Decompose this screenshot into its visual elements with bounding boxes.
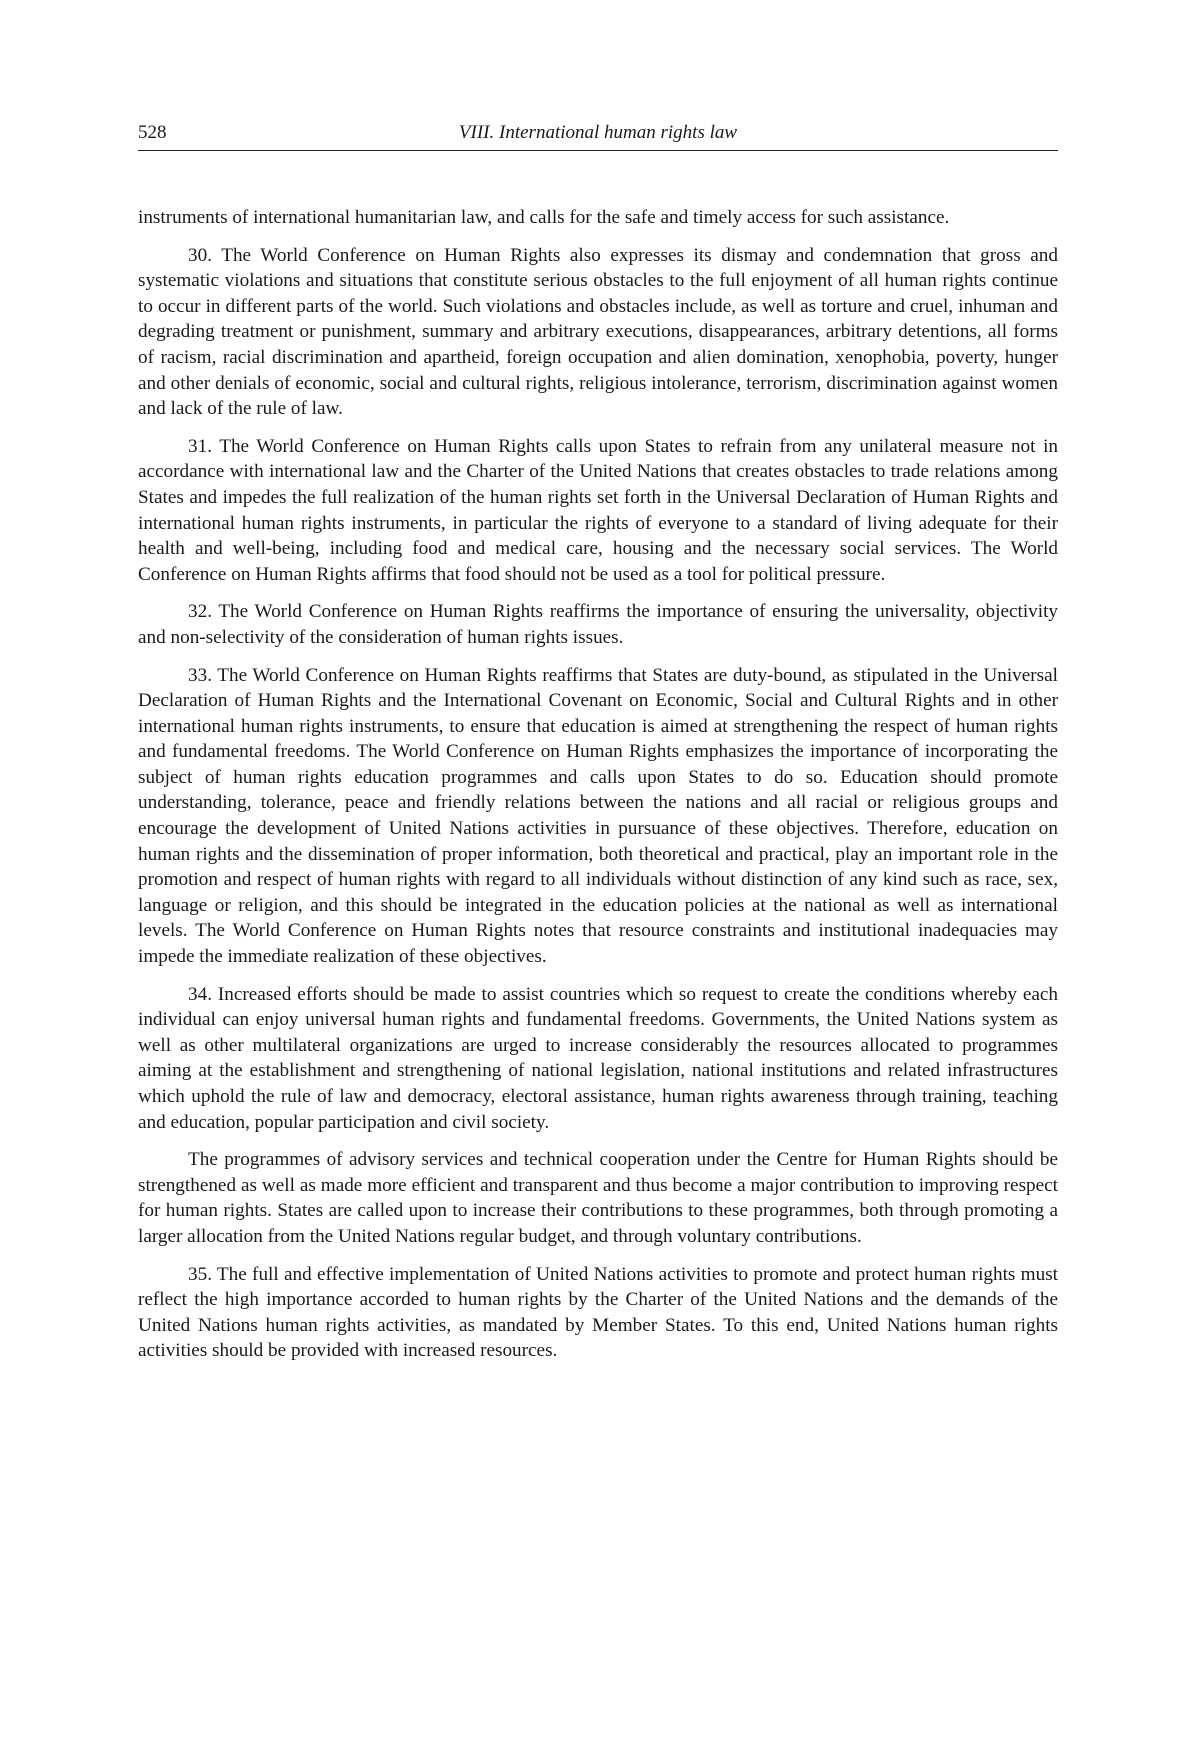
running-header [138,118,1058,151]
paragraph-33: 33. The World Conference on Human Rights reaffirms that States are duty-bound, as stipulated in the Universal Declaration of Human Rights and the International Covenant on Economic, Social and Cultural Rights and in other international human rights instruments, to ensure that education is aimed at strengthening the respect of human rights and fundamental freedoms. The World Conference on Human Rights emphasizes the importance of incorporating the subject of human rights education programmes and calls upon States to do so. Education should promote understanding, tolerance, peace and friendly relations between the nations and all racial or religious groups and encourage the development of United Nations activities in pursuance of these objectives. Therefore, education on human rights and the dissemination of proper information, both theoretical and practical, play an important role in the promotion and respect of human rights with regard to all individuals without distinction of any kind such as race, sex, language or religion, and this should be integrated in the education policies at the national as well as international levels. The World Conference on Human Rights notes that resource constraints and institutional inadequacies may impede the immediate realization of these objectives. [138,664,1058,968]
paragraph-34: 34. Increased efforts should be made to assist countries which so request to create the conditions whereby each individual can enjoy universal human rights and fundamental freedoms. Governments, the United Nations system as well as other multilateral organizations are urged to increase considerably the resources allocated to programmes aiming at the establishment and strengthening of national legislation, national institutions and related infrastructures which uphold the rule of law and democracy, electoral assistance, human rights awareness through training, teaching and education, popular participation and civil society. [138,983,1058,1133]
paragraph-continuation: instruments of international humanitarian law, and calls for the safe and timely access for such assistance. [138,207,950,228]
paragraph-31: 31. The World Conference on Human Rights calls upon States to refrain from any unilateral measure not in accordance with international law and the Charter of the United Nations that creates obstacles to trade relations among States and impedes the full realization of the human rights set forth in the Universal Declaration of Human Rights and international human rights instruments, in particular the rights of everyone to a standard of living adequate for their health and well-being, including food and medical care, housing and the necessary social services. The World Conference on Human Rights affirms that food should not be used as a tool for political pressure. [138,435,1058,585]
paragraph-32: 32. The World Conference on Human Rights reaffirms the importance of ensuring the universality, objectivity and non-selectivity of the consideration of human rights issues. [138,601,1058,648]
paragraph-30: 30. The World Conference on Human Rights also expresses its dismay and condemnation that gross and systematic violations and situations that constitute serious obstacles to the full enjoyment of all human rights continue to occur in different parts of the world. Such violations and obstacles include, as well as torture and cruel, inhuman and degrading treatment or punishment, summary and arbitrary executions, disappearances, arbitrary detentions, all forms of racism, racial discrimination and apartheid, foreign occupation and alien domination, xenophobia, poverty, hunger and other denials of economic, social and cultural rights, religious intolerance, terrorism, discrimination against women and lack of the rule of law. [138,244,1058,420]
section-title: VIII. International human rights law [458,122,738,143]
paragraph-35: 35. The full and effective implementation of United Nations activities to promote and protect human rights must reflect the high importance accorded to human rights by the Charter of the United Nations and the demands of the United Nations human rights activities, as mandated by Member States. To this end, United Nations human rights activities should be provided with increased resources. [138,1263,1058,1362]
paragraph-advisory-services: The programmes of advisory services and technical cooperation under the Centre for Human Rights should be strengthened as well as made more efficient and transparent and thus become a major contribution to improving respect for human rights. States are called upon to increase their contributions to these programmes, both through promoting a larger allocation from the United Nations regular budget, and through voluntary contributions. [138,1149,1058,1247]
document-page [138,118,1058,1376]
page-number: 528 [138,122,167,143]
body-text [138,205,1058,1364]
